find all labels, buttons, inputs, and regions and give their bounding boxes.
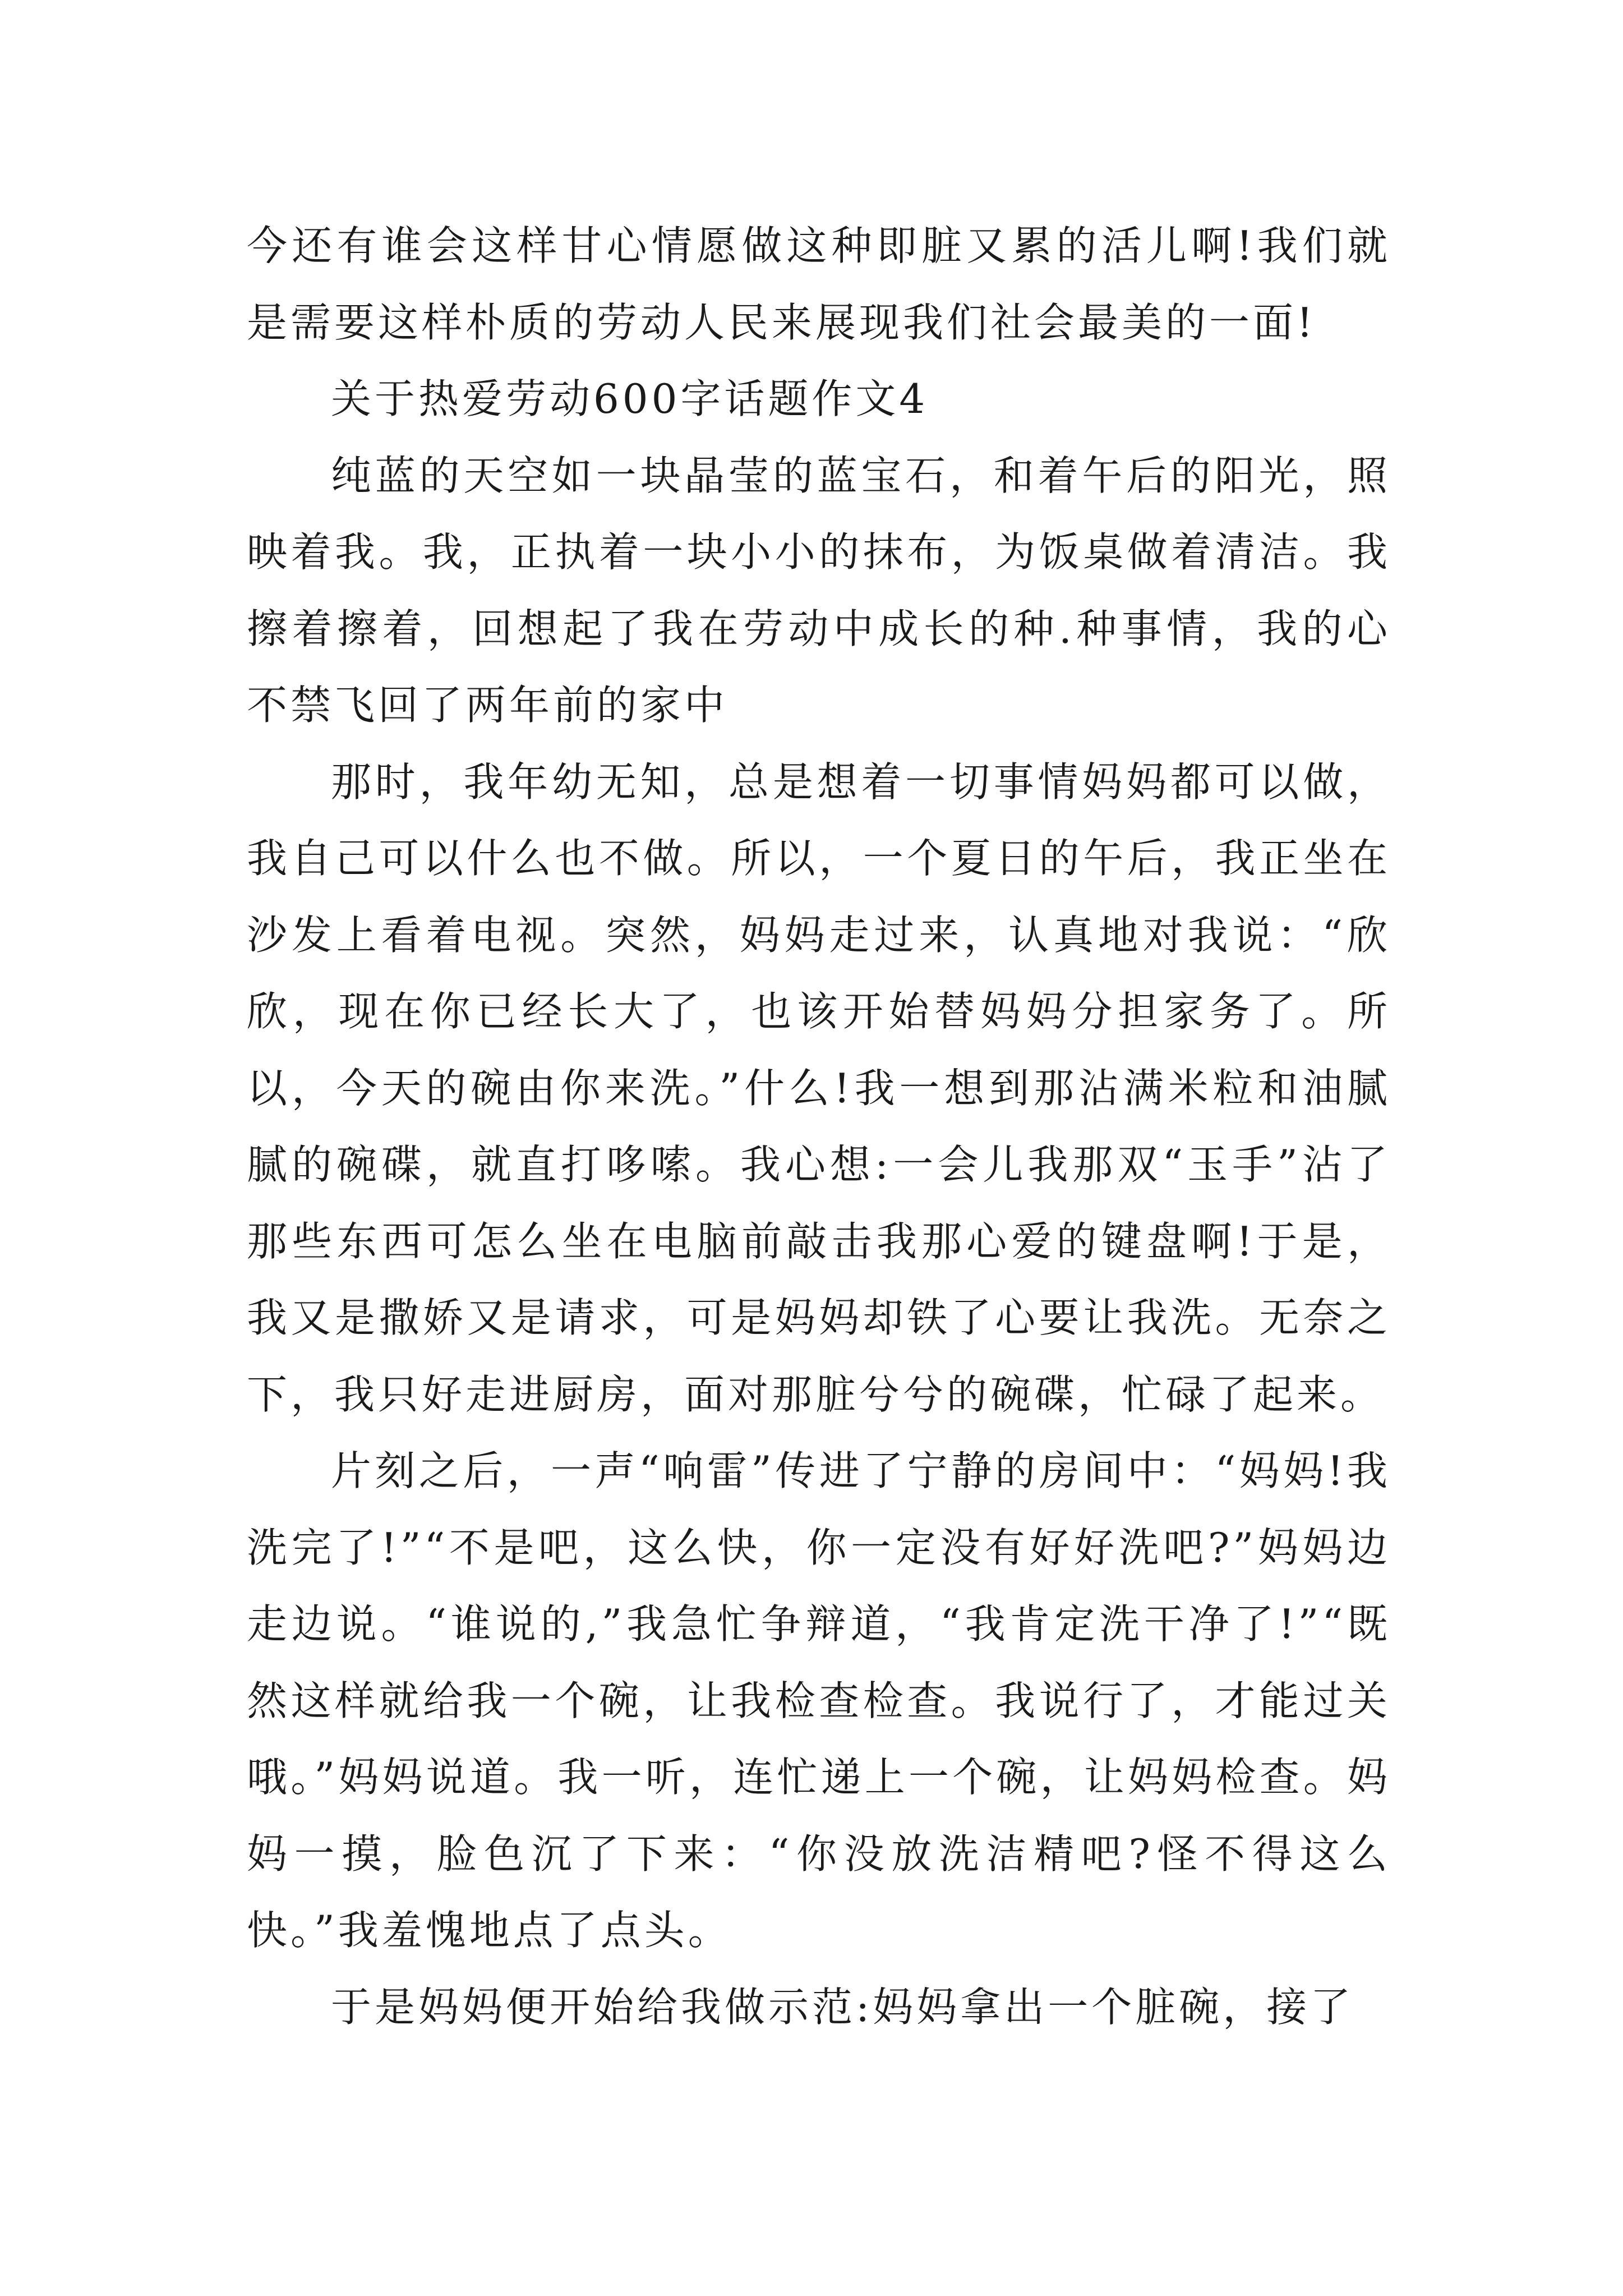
essay-heading: 关于热爱劳动600字话题作文4 [331,375,929,422]
paragraph: 那时，我年幼无知，总是想着一切事情妈妈都可以做，我自己可以什么也不做。所以，一个夏日的午后，我正坐在沙发上看着电视。突然，妈妈走过来，认真地对我说：“欣欣，现在你已经长大了，也该开始替妈妈分担家务了。所以，今天的碗由你来洗。”什么!我一想到那沾满米粒和油腻腻的碗碟，就直打哆嗦。我心想:一会儿我那双“玉手”沾了那些东西可怎么坐在电脑前敲击我那心爱的键盘啊!于是，我又是撒娇又是请求，可是妈妈却铁了心要让我洗。无奈之下，我只好走进厨房，面对那脏兮兮的碗碟，忙碌了起来。 [247,758,1391,1418]
paragraph: 纯蓝的天空如一块晶莹的蓝宝石，和着午后的阳光，照映着我。我，正执着一块小小的抹布，为饭桌做着清洁。我擦着擦着，回想起了我在劳动中成长的种.种事情，我的心不禁飞回了两年前的家中 [247,452,1391,729]
paragraph-continued: 今还有谁会这样甘心情愿做这种即脏又累的活儿啊!我们就是需要这样朴质的劳动人民来展现我们社会最美的一面! [247,222,1391,346]
paragraph: 于是妈妈便开始给我做示范:妈妈拿出一个脏碗，接了 [331,1983,1354,2031]
paragraph: 片刻之后，一声“响雷”传进了宁静的房间中：“妈妈!我洗完了!”“不是吧，这么快，你一定没有好好洗吧?”妈妈边走边说。“谁说的,”我急忙争辩道，“我肯定洗干净了!”“既然这样就给我一个碗，让我检查检查。我说行了，才能过关哦。”妈妈说道。我一听，连忙递上一个碗，让妈妈检查。妈妈一摸，脸色沉了下来：“你没放洗洁精吧?怪不得这么快。”我羞愧地点了点头。 [247,1447,1391,1954]
document-body [247,208,1391,2045]
